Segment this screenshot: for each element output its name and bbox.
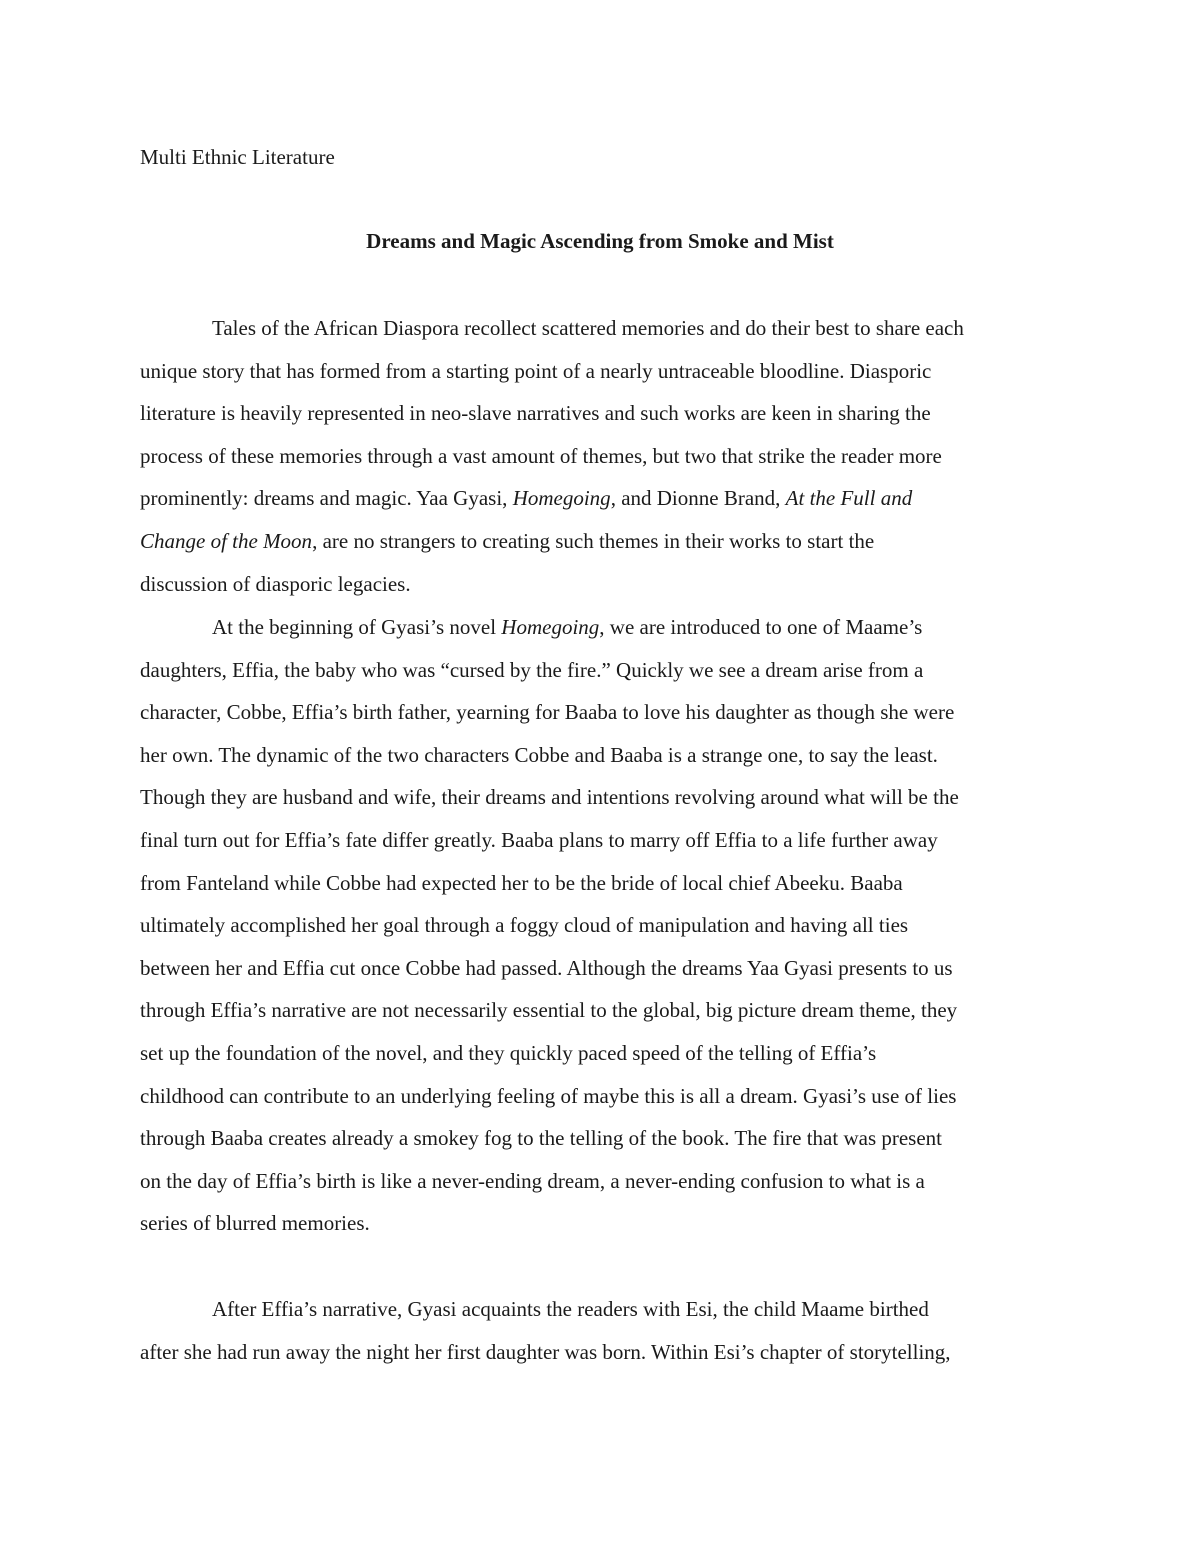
text-segment: , are no strangers to creating such themes in their works to start the bbox=[312, 528, 875, 553]
paragraph-3 bbox=[140, 1294, 1070, 1379]
essay-title: Dreams and Magic Ascending from Smoke and Mist bbox=[366, 229, 834, 253]
text-segment: prominently: dreams and magic. Yaa Gyasi, bbox=[140, 486, 513, 511]
text-line bbox=[140, 483, 1070, 526]
text-line: Tales of the African Diaspora recollect scattered memories and do their best to share each bbox=[212, 316, 964, 340]
book-title-homegoing: Homegoing bbox=[512, 486, 611, 511]
text-line: series of blurred memories. bbox=[140, 1211, 370, 1236]
text-line: set up the foundation of the novel, and they quickly paced speed of the telling of Effia’s bbox=[140, 1040, 877, 1065]
text-line bbox=[140, 612, 1070, 655]
text-line: Though they are husband and wife, their dreams and intentions revolving around what will be the bbox=[140, 785, 959, 810]
text-line bbox=[140, 526, 1070, 569]
text-line: character, Cobbe, Effia’s birth father, yearning for Baaba to love his daughter as though she were bbox=[140, 700, 955, 725]
text-line: discussion of diasporic legacies. bbox=[140, 571, 411, 596]
text-line: childhood can contribute to an underlying feeling of maybe this is all a dream. Gyasi’s use of lies bbox=[140, 1083, 957, 1108]
text-line: literature is heavily represented in neo-slave narratives and such works are keen in sharing the bbox=[140, 401, 931, 426]
text-line: through Effia’s narrative are not necessarily essential to the global, big picture dream theme, they bbox=[140, 998, 958, 1023]
text-line: on the day of Effia’s birth is like a never-ending dream, a never-ending confusion to what is a bbox=[140, 1168, 925, 1193]
text-line: final turn out for Effia’s fate differ greatly. Baaba plans to marry off Effia to a life further away bbox=[140, 827, 938, 852]
text-line: between her and Effia cut once Cobbe had passed. Although the dreams Yaa Gyasi presents to us bbox=[140, 955, 953, 980]
text-line: from Fanteland while Cobbe had expected her to be the bride of local chief Abeeku. Baaba bbox=[140, 870, 903, 895]
text-line: process of these memories through a vast amount of themes, but two that strike the reader more bbox=[140, 443, 942, 468]
text-line: through Baaba creates already a smokey fog to the telling of the book. The fire that was present bbox=[140, 1126, 943, 1151]
text-segment: At the beginning of Gyasi’s novel bbox=[212, 615, 502, 639]
text-line: daughters, Effia, the baby who was “cursed by the fire.” Quickly we see a dream arise from a bbox=[140, 657, 924, 682]
text-line: After Effia’s narrative, Gyasi acquaints the readers with Esi, the child Maame birthed bbox=[212, 1297, 929, 1321]
text-line: ultimately accomplished her goal through a foggy cloud of manipulation and having all ties bbox=[140, 913, 909, 938]
course-name: Multi Ethnic Literature bbox=[140, 145, 335, 169]
book-title-full-and-change: At the Full and bbox=[785, 486, 913, 511]
book-title-homegoing: Homegoing bbox=[501, 615, 600, 639]
text-segment: , we are introduced to one of Maame’s bbox=[599, 615, 923, 639]
paragraph-1 bbox=[140, 313, 1070, 611]
text-line: after she had run away the night her first daughter was born. Within Esi’s chapter of storytelling, bbox=[140, 1339, 951, 1364]
paragraph-2 bbox=[140, 612, 1070, 1251]
text-segment: , and Dionne Brand, bbox=[610, 486, 786, 511]
book-title-full-and-change-cont: Change of the Moon bbox=[140, 528, 313, 553]
text-line: unique story that has formed from a starting point of a nearly untraceable bloodline. Diasporic bbox=[140, 358, 932, 383]
text-line: her own. The dynamic of the two characters Cobbe and Baaba is a strange one, to say the least. bbox=[140, 742, 938, 767]
